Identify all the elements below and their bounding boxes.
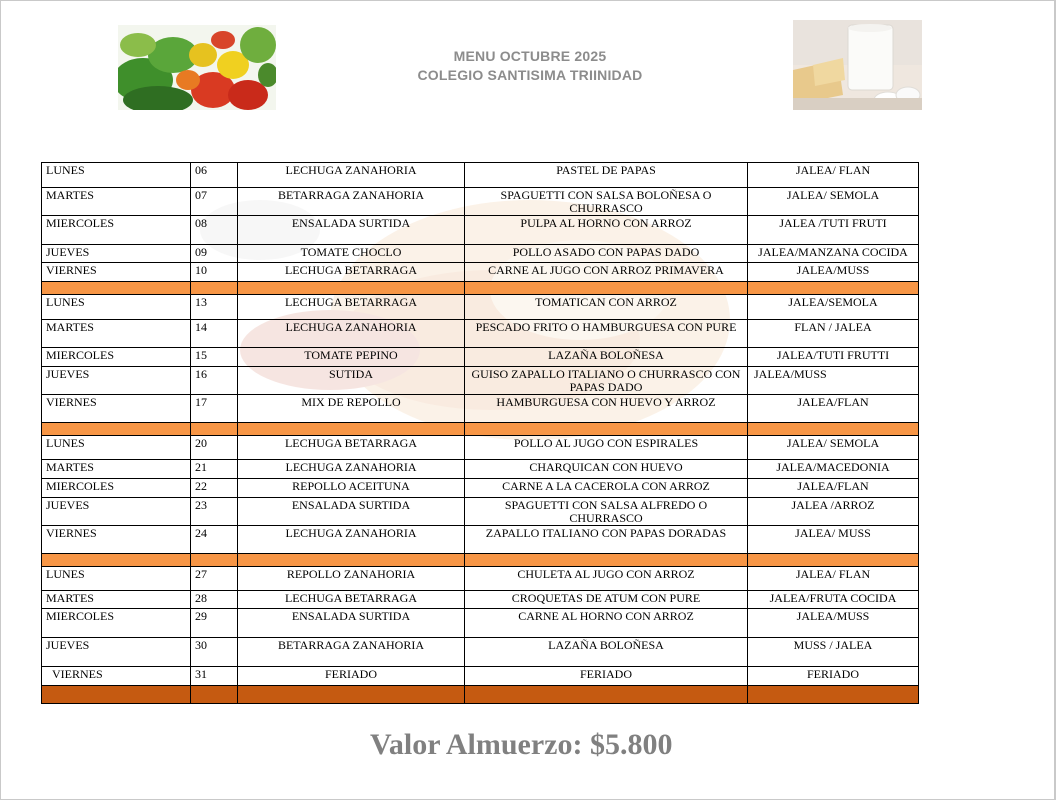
school-name: COLEGIO SANTISIMA TRIINIDAD (417, 67, 643, 83)
date-cell: 17 (191, 395, 238, 423)
date-cell: 29 (191, 609, 238, 638)
week-separator (42, 686, 919, 704)
salad-cell: LECHUGA ZANAHORIA (238, 320, 465, 348)
salad-cell: ENSALADA SURTIDA (238, 498, 465, 526)
date-cell: 14 (191, 320, 238, 348)
day-cell: MIERCOLES (42, 609, 191, 638)
main-dish-cell: CARNE AL JUGO CON ARROZ PRIMAVERA (465, 263, 748, 282)
date-cell: 07 (191, 188, 238, 216)
day-cell: MIERCOLES (42, 479, 191, 498)
salad-cell: MIX DE REPOLLO (238, 395, 465, 423)
main-dish-cell: HAMBURGUESA CON HUEVO Y ARROZ (465, 395, 748, 423)
day-cell: JUEVES (42, 638, 191, 667)
day-cell: VIERNES (42, 263, 191, 282)
salad-cell: ENSALADA SURTIDA (238, 609, 465, 638)
main-dish-cell: CHARQUICAN CON HUEVO (465, 460, 748, 479)
day-cell: MIERCOLES (42, 216, 191, 245)
dessert-cell: JALEA/FRUTA COCIDA (748, 591, 919, 609)
dessert-cell: JALEA/ SEMOLA (748, 436, 919, 460)
date-cell: 20 (191, 436, 238, 460)
menu-title: MENU OCTUBRE 2025 (453, 48, 607, 64)
table-row (42, 591, 919, 609)
salad-cell: LECHUGA BETARRAGA (238, 436, 465, 460)
main-dish-cell: TOMATICAN CON ARROZ (465, 295, 748, 320)
date-cell: 31 (191, 667, 238, 686)
table-row (42, 163, 919, 188)
salad-cell: LECHUGA BETARRAGA (238, 591, 465, 609)
table-row (42, 667, 919, 686)
table-row (42, 367, 919, 395)
date-cell: 16 (191, 367, 238, 395)
table-row (42, 395, 919, 423)
day-cell: MIERCOLES (42, 348, 191, 367)
lunch-price: Valor Almuerzo: $5.800 (370, 728, 673, 761)
salad-cell: LECHUGA ZANAHORIA (238, 460, 465, 479)
salad-cell: LECHUGA BETARRAGA (238, 295, 465, 320)
day-cell: VIERNES (42, 526, 191, 554)
salad-cell: REPOLLO ACEITUNA (238, 479, 465, 498)
table-row (42, 498, 919, 526)
dessert-cell: MUSS / JALEA (748, 638, 919, 667)
main-dish-cell: CHULETA AL JUGO CON ARROZ (465, 567, 748, 591)
dessert-cell: JALEA/MANZANA COCIDA (748, 245, 919, 263)
dessert-cell: JALEA/ MUSS (748, 526, 919, 554)
day-cell: MARTES (42, 188, 191, 216)
date-cell: 08 (191, 216, 238, 245)
date-cell: 27 (191, 567, 238, 591)
table-row (42, 479, 919, 498)
main-dish-cell: LAZAÑA BOLOÑESA (465, 348, 748, 367)
salad-cell: ENSALADA SURTIDA (238, 216, 465, 245)
dessert-cell: JALEA /ARROZ (748, 498, 919, 526)
day-cell: MARTES (42, 591, 191, 609)
table-row (42, 245, 919, 263)
date-cell: 30 (191, 638, 238, 667)
vegetables-image (118, 25, 276, 110)
main-dish-cell: FERIADO (465, 667, 748, 686)
dessert-cell: JALEA/ FLAN (748, 163, 919, 188)
salad-cell: LECHUGA ZANAHORIA (238, 163, 465, 188)
dessert-cell: JALEA/MUSS (748, 263, 919, 282)
dessert-cell: FLAN / JALEA (748, 320, 919, 348)
table-row (42, 348, 919, 367)
dessert-cell: JALEA/ SEMOLA (748, 188, 919, 216)
dessert-cell: JALEA/SEMOLA (748, 295, 919, 320)
main-dish-cell: PESCADO FRITO O HAMBURGUESA CON PURE (465, 320, 748, 348)
table-row (42, 526, 919, 554)
date-cell: 24 (191, 526, 238, 554)
day-cell: VIERNES (42, 667, 191, 686)
dessert-cell: JALEA/MACEDONIA (748, 460, 919, 479)
day-cell: LUNES (42, 295, 191, 320)
main-dish-cell: GUISO ZAPALLO ITALIANO O CHURRASCO CON PAPAS DADO (465, 367, 748, 395)
date-cell: 21 (191, 460, 238, 479)
main-dish-cell: POLLO ASADO CON PAPAS DADO (465, 245, 748, 263)
date-cell: 23 (191, 498, 238, 526)
date-cell: 10 (191, 263, 238, 282)
dessert-cell: JALEA/TUTI FRUTTI (748, 348, 919, 367)
salad-cell: REPOLLO ZANAHORIA (238, 567, 465, 591)
dessert-cell: JALEA/MUSS (748, 367, 919, 395)
dessert-cell: JALEA/FLAN (748, 395, 919, 423)
salad-cell: SUTIDA (238, 367, 465, 395)
main-dish-cell: CARNE AL HORNO CON ARROZ (465, 609, 748, 638)
salad-cell: BETARRAGA ZANAHORIA (238, 638, 465, 667)
salad-cell: TOMATE PEPINO (238, 348, 465, 367)
salad-cell: FERIADO (238, 667, 465, 686)
week-separator (42, 282, 919, 295)
table-row (42, 263, 919, 282)
date-cell: 09 (191, 245, 238, 263)
table-row (42, 609, 919, 638)
date-cell: 06 (191, 163, 238, 188)
day-cell: LUNES (42, 436, 191, 460)
salad-cell: LECHUGA BETARRAGA (238, 263, 465, 282)
day-cell: JUEVES (42, 245, 191, 263)
dessert-cell: JALEA/ FLAN (748, 567, 919, 591)
main-dish-cell: CARNE A LA CACEROLA CON ARROZ (465, 479, 748, 498)
main-dish-cell: POLLO AL JUGO CON ESPIRALES (465, 436, 748, 460)
week-separator (42, 554, 919, 567)
table-row (42, 188, 919, 216)
main-dish-cell: PULPA AL HORNO CON ARROZ (465, 216, 748, 245)
day-cell: JUEVES (42, 367, 191, 395)
main-dish-cell: LAZAÑA BOLOÑESA (465, 638, 748, 667)
table-row (42, 638, 919, 667)
day-cell: MARTES (42, 460, 191, 479)
menu-table (41, 162, 919, 704)
day-cell: MARTES (42, 320, 191, 348)
date-cell: 15 (191, 348, 238, 367)
table-row (42, 567, 919, 591)
milk-cheese-image (793, 20, 922, 110)
dessert-cell: JALEA/FLAN (748, 479, 919, 498)
salad-cell: TOMATE CHOCLO (238, 245, 465, 263)
main-dish-cell: SPAGUETTI CON SALSA ALFREDO O CHURRASCO (465, 498, 748, 526)
salad-cell: LECHUGA ZANAHORIA (238, 526, 465, 554)
table-row (42, 216, 919, 245)
table-row (42, 436, 919, 460)
table-row (42, 320, 919, 348)
main-dish-cell: PASTEL DE PAPAS (465, 163, 748, 188)
dessert-cell: JALEA/MUSS (748, 609, 919, 638)
date-cell: 28 (191, 591, 238, 609)
table-row (42, 460, 919, 479)
main-dish-cell: ZAPALLO ITALIANO CON PAPAS DORADAS (465, 526, 748, 554)
date-cell: 13 (191, 295, 238, 320)
salad-cell: BETARRAGA ZANAHORIA (238, 188, 465, 216)
day-cell: LUNES (42, 163, 191, 188)
date-cell: 22 (191, 479, 238, 498)
week-separator (42, 423, 919, 436)
day-cell: LUNES (42, 567, 191, 591)
dessert-cell: JALEA /TUTI FRUTI (748, 216, 919, 245)
main-dish-cell: SPAGUETTI CON SALSA BOLOÑESA O CHURRASCO (465, 188, 748, 216)
dessert-cell: FERIADO (748, 667, 919, 686)
day-cell: VIERNES (42, 395, 191, 423)
table-row (42, 295, 919, 320)
day-cell: JUEVES (42, 498, 191, 526)
main-dish-cell: CROQUETAS DE ATUM CON PURE (465, 591, 748, 609)
